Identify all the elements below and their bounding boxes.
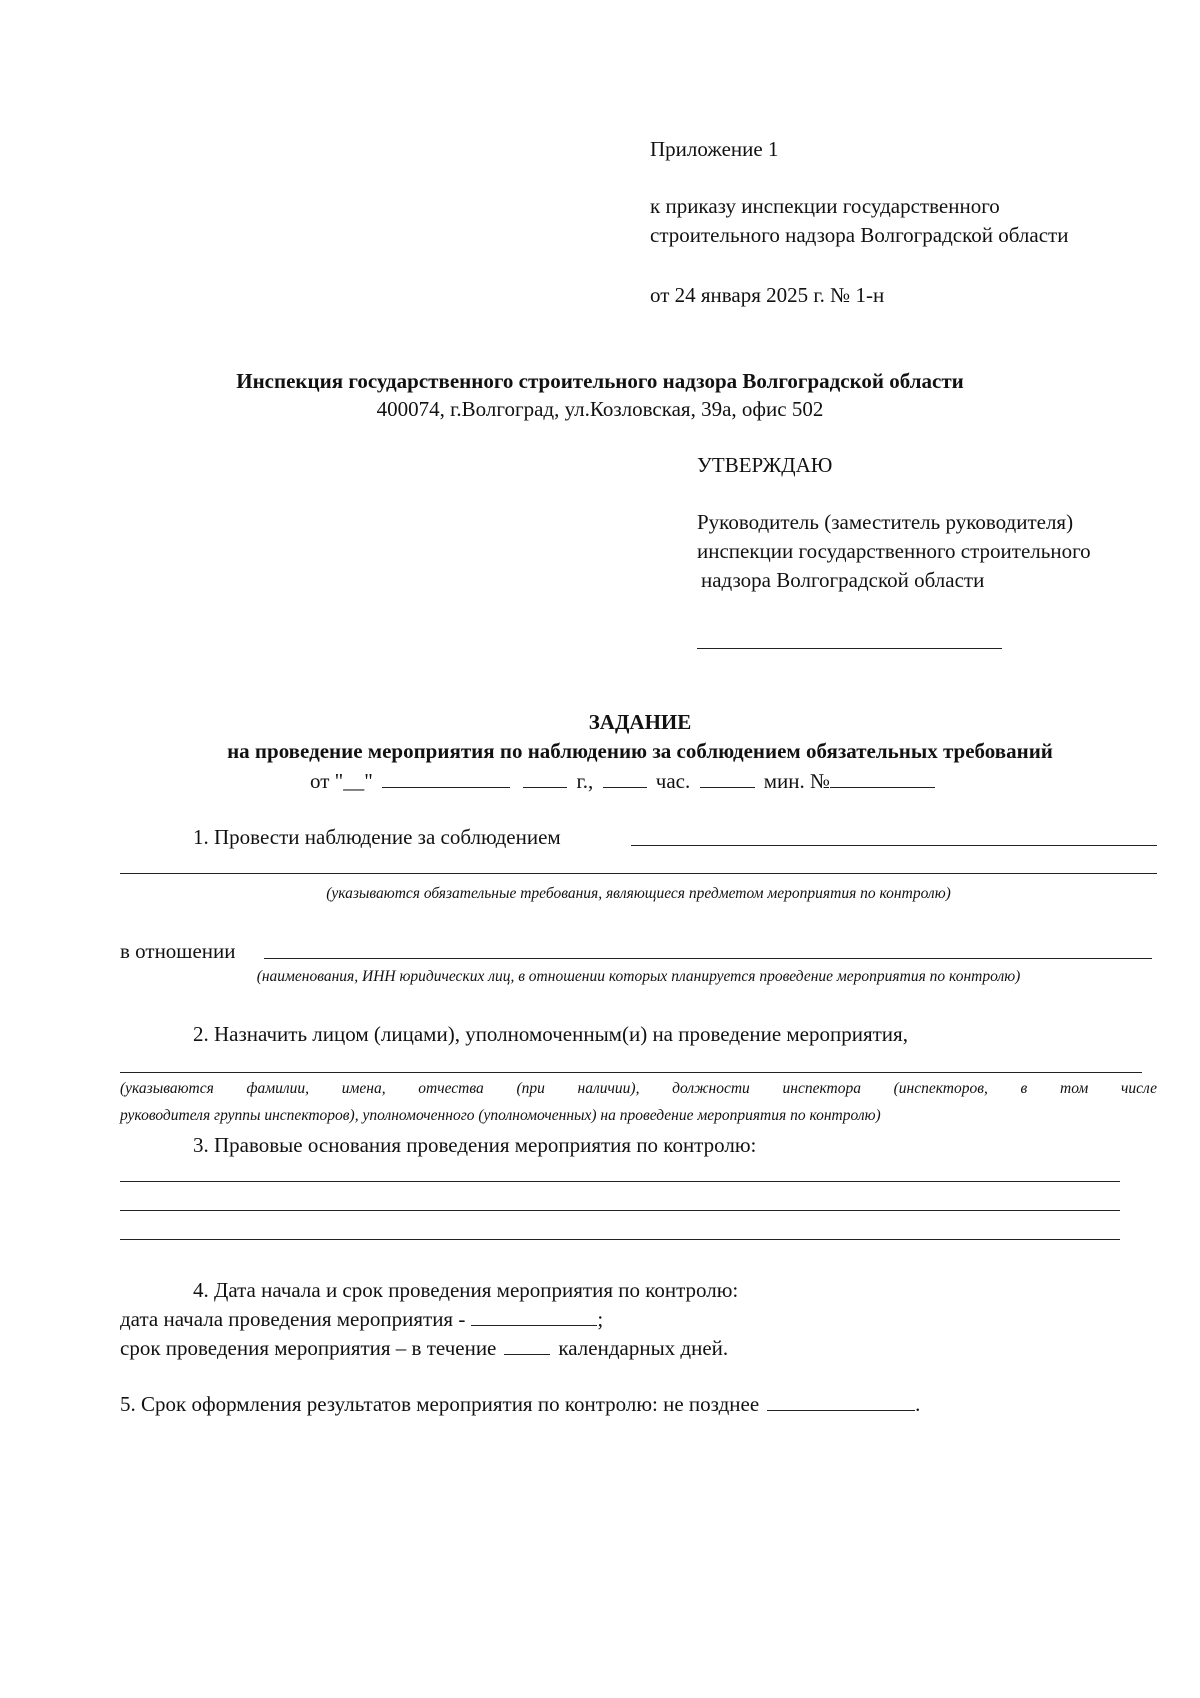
item4-text: 4. Дата начала и срок проведения мероприятия по контролю:: [193, 1278, 739, 1302]
item5-blank: [767, 1391, 915, 1411]
task-date-year-blank: [523, 768, 567, 788]
regard-line: [264, 958, 1152, 959]
regard-hint: (наименования, ИНН юридических лиц, в отношении которых планируется проведение мероприятия по контролю): [256, 968, 1021, 985]
item5-row: [120, 1391, 920, 1418]
item2-line: [120, 1072, 1142, 1073]
annex-date-number: от 24 января 2025 г. № 1-н: [650, 283, 885, 307]
item1-line-b: [120, 873, 1157, 874]
approve-line1: Руководитель (заместитель руководителя): [697, 510, 1074, 534]
task-subtitle: на проведение мероприятия по наблюдению за соблюдением обязательных требований: [227, 739, 1053, 763]
task-date-year: г.,: [576, 769, 594, 793]
task-date-month-blank: [382, 768, 510, 788]
item1-line-a: [631, 845, 1157, 846]
signature-line: [697, 648, 1002, 649]
item5-text: 5. Срок оформления результатов мероприятия по контролю: не позднее: [120, 1392, 760, 1416]
item3-line-c: [120, 1239, 1120, 1240]
annex-order-line1: к приказу инспекции государственного: [650, 194, 1000, 218]
approve-heading: УТВЕРЖДАЮ: [697, 453, 833, 477]
item2-hint-line1: (указываются фамилии, имена, отчества (при наличии), должности инспектора (инспекторов, в том числе: [120, 1080, 1157, 1097]
item4-start-blank: [471, 1306, 597, 1326]
task-date-num: №: [810, 769, 831, 793]
task-date-from: от "__": [310, 769, 373, 793]
item4-term-row: [120, 1335, 728, 1362]
item2-hint-line2: руководителя группы инспекторов), уполномоченного (уполномоченных) на проведение мероприятия по контролю): [120, 1107, 881, 1124]
task-date-min: мин.: [763, 769, 805, 793]
task-date-min-blank: [700, 768, 755, 788]
org-name: Инспекция государственного строительного надзора Волгоградской области: [236, 369, 964, 393]
item1-text: 1. Провести наблюдение за соблюдением: [193, 825, 561, 849]
item4-start-label: дата начала проведения мероприятия -: [120, 1307, 466, 1331]
annex-order-line2: строительного надзора Волгоградской области: [650, 223, 1069, 247]
item2-text: 2. Назначить лицом (лицами), уполномоченным(и) на проведение мероприятия,: [193, 1022, 908, 1046]
item3-line-b: [120, 1210, 1120, 1211]
task-date-hour-blank: [603, 768, 647, 788]
annex-title: Приложение 1: [650, 137, 779, 161]
approve-line2: инспекции государственного строительного: [697, 539, 1091, 563]
item4-start-row: [120, 1306, 603, 1333]
approve-line3: надзора Волгоградской области: [701, 568, 985, 592]
item4-start-end: ;: [597, 1307, 604, 1331]
item1-hint: (указываются обязательные требования, являющиеся предметом мероприятия по контролю): [326, 885, 951, 902]
item4-term-label: срок проведения мероприятия – в течение: [120, 1336, 497, 1360]
task-date-hour: час.: [655, 769, 691, 793]
org-address: 400074, г.Волгоград, ул.Козловская, 39а, офис 502: [376, 397, 824, 421]
regard-text: в отношении: [120, 939, 236, 963]
task-title: ЗАДАНИЕ: [588, 710, 692, 734]
item5-end: .: [915, 1392, 921, 1416]
item4-term-blank: [504, 1335, 550, 1355]
task-date-num-blank: [830, 768, 935, 788]
item4-term-end: календарных дней.: [558, 1336, 729, 1360]
item3-text: 3. Правовые основания проведения мероприятия по контролю:: [193, 1133, 757, 1157]
item3-line-a: [120, 1181, 1120, 1182]
task-date-row: [310, 768, 939, 795]
